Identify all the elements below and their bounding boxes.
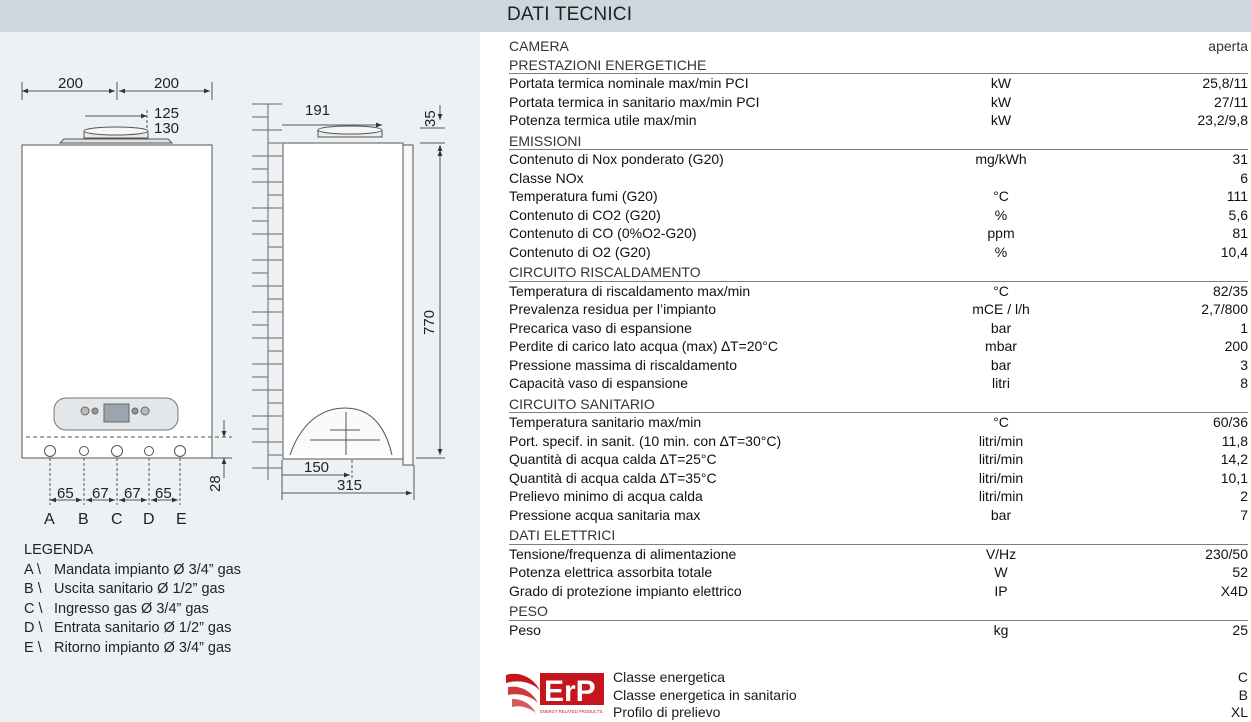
row-value: 2,7/800 [1201, 301, 1248, 317]
row-unit: mg/kWh [975, 151, 1027, 167]
table-row [509, 506, 1248, 525]
row-value: 60/36 [1212, 414, 1248, 430]
dim-label-65a: 65 [57, 485, 74, 502]
row-label: Temperatura sanitario max/min [509, 414, 702, 430]
row-label: Prelievo minimo di acqua calda [509, 488, 703, 504]
row-unit: litri/min [978, 451, 1024, 467]
row-value: 10,1 [1220, 469, 1248, 486]
dim-label-67a: 67 [92, 485, 109, 502]
row-unit: bar [990, 356, 1012, 373]
page-title: DATI TECNICI [507, 4, 633, 25]
dim-label-125: 125 [154, 105, 180, 122]
row-label: Contenuto di Nox ponderato (G20) [509, 151, 724, 167]
erp-row-label: Classe energetica in sanitario [613, 686, 797, 703]
row-label: Quantità di acqua calda ∆T=35°C [509, 469, 717, 486]
legend [24, 542, 241, 658]
erp-row-label: Profilo di prelievo [613, 704, 721, 720]
connection-label-b: B [78, 511, 89, 528]
row-unit: ppm [987, 225, 1015, 241]
row-value: 7 [1240, 506, 1248, 523]
dim-label-315: 315 [337, 477, 363, 494]
legend-item [24, 560, 241, 580]
section-header: CIRCUITO SANITARIO [509, 395, 1248, 414]
title-bar [0, 0, 1251, 32]
dim-label-67b: 67 [124, 485, 141, 502]
legend-title: LEGENDA [24, 542, 94, 558]
row-unit: IP [994, 582, 1008, 599]
table-row [509, 487, 1248, 506]
row-value: 31 [1232, 151, 1248, 167]
row-label: Precarica vaso di espansione [509, 319, 692, 336]
row-value: X4D [1220, 582, 1248, 599]
erp-logo [504, 669, 606, 717]
row-unit: litri/min [978, 488, 1024, 504]
erp-row [613, 669, 1248, 687]
dim-label-35: 35 [422, 110, 439, 127]
row-label: Contenuto di CO (0%O2-G20) [509, 225, 697, 241]
row-value: 25 [1232, 621, 1248, 638]
row-value: 230/50 [1205, 545, 1248, 562]
table-row [509, 450, 1248, 469]
row-label: Perdite di carico lato acqua (max) ∆T=20°C [509, 338, 779, 354]
row-unit: °C [993, 282, 1009, 299]
table-row [509, 111, 1248, 130]
table-row [509, 300, 1248, 319]
erp-row-label: Classe energetica [613, 669, 726, 685]
dim-label-200-left: 200 [58, 75, 84, 92]
table-row [509, 93, 1248, 112]
row-label: Tensione/frequenza di alimentazione [509, 545, 737, 562]
legend-letter: E \ [24, 639, 42, 656]
row-label: Contenuto di O2 (G20) [509, 243, 651, 260]
row-value: 10,4 [1220, 243, 1248, 260]
row-unit: litri [992, 375, 1010, 391]
table-row [509, 374, 1248, 393]
erp-logo-text: ErP [544, 675, 596, 708]
legend-item [24, 580, 241, 600]
camera-row [509, 37, 1248, 56]
row-label: Peso [509, 621, 541, 638]
row-value: 1 [1240, 319, 1248, 336]
legend-text: Ritorno impianto Ø 3/4” gas [54, 639, 232, 656]
row-unit: bar [990, 319, 1012, 336]
connection-label-e: E [176, 511, 187, 528]
section-header: DATI ELETTRICI [509, 526, 1248, 545]
row-value: 25,8/11 [1202, 75, 1248, 91]
row-label: Port. specif. in sanit. (10 min. con ∆T=30°C) [509, 432, 782, 449]
table-row [509, 469, 1248, 488]
row-label: Potenza elettrica assorbita totale [509, 564, 713, 580]
erp-row-value: XL [1230, 704, 1248, 720]
row-unit: litri/min [978, 432, 1024, 449]
legend-letter: D \ [24, 620, 43, 637]
row-value: 23,2/9,8 [1197, 112, 1248, 128]
connection-label-d: D [143, 511, 155, 528]
boiler-dimension-drawing [0, 32, 480, 552]
row-label: Portata termica in sanitario max/min PCI [509, 93, 760, 110]
legend-item [24, 619, 241, 639]
row-label: Contenuto di CO2 (G20) [509, 206, 661, 223]
row-unit: V/Hz [985, 545, 1017, 562]
dim-label-150: 150 [304, 459, 330, 476]
row-value: 81 [1232, 225, 1248, 241]
row-unit: kg [993, 621, 1009, 638]
legend-letter: B \ [24, 581, 42, 598]
section-header: CIRCUITO RISCALDAMENTO [509, 263, 1248, 282]
dim-label-770: 770 [421, 309, 438, 335]
section-header: PESO [509, 602, 1248, 621]
row-unit [929, 169, 1073, 188]
camera-label: CAMERA [509, 38, 569, 54]
row-value: 27/11 [1214, 93, 1248, 110]
row-value: 82/35 [1212, 282, 1248, 299]
section-header: EMISSIONI [509, 132, 1248, 151]
legend-letter: A \ [24, 561, 41, 578]
table-row [509, 413, 1248, 432]
legend-item [24, 599, 241, 619]
row-unit: °C [993, 188, 1009, 204]
dim-label-65b: 65 [155, 485, 172, 502]
erp-logo-subtext: ENERGY RELATED PRODUCTS [540, 709, 603, 714]
camera-value: aperta [1208, 38, 1248, 54]
table-row [509, 224, 1248, 243]
table-row [509, 150, 1248, 169]
table-row [509, 545, 1248, 564]
table-row [509, 187, 1248, 206]
row-value: 111 [1226, 188, 1248, 204]
table-row [509, 74, 1248, 93]
row-unit: kW [990, 112, 1012, 128]
connection-label-c: C [111, 511, 123, 528]
legend-text: Mandata impianto Ø 3/4” gas [54, 561, 241, 578]
table-row [509, 356, 1248, 375]
row-unit: kW [990, 93, 1012, 110]
table-row [509, 582, 1248, 601]
erp-rows [613, 669, 1248, 722]
row-label: Potenza termica utile max/min [509, 112, 697, 128]
row-unit: kW [990, 75, 1012, 91]
dim-label-28: 28 [207, 475, 224, 492]
row-label: Temperatura di riscaldamento max/min [509, 282, 751, 299]
row-unit: °C [993, 414, 1009, 430]
dim-label-130: 130 [154, 120, 180, 137]
table-row [509, 282, 1248, 301]
row-value: 14,2 [1220, 451, 1248, 467]
row-label: Capacità vaso di espansione [509, 375, 689, 391]
row-label: Quantità di acqua calda ∆T=25°C [509, 451, 717, 467]
row-value: 52 [1232, 564, 1248, 580]
legend-text: Ingresso gas Ø 3/4” gas [54, 600, 209, 617]
row-unit: % [994, 206, 1008, 223]
table-row [509, 319, 1248, 338]
row-value: 2 [1240, 488, 1248, 504]
erp-row [613, 687, 1248, 705]
legend-item [24, 638, 241, 658]
erp-block [504, 669, 1248, 721]
dim-label-191: 191 [305, 102, 331, 119]
table-row [509, 432, 1248, 451]
row-value: 3 [1240, 356, 1248, 373]
legend-text: Uscita sanitario Ø 1/2” gas [54, 581, 225, 598]
row-value: 5,6 [1228, 206, 1248, 223]
row-value: 11,8 [1221, 432, 1248, 449]
row-unit: % [994, 243, 1008, 260]
row-label: Pressione massima di riscaldamento [509, 356, 737, 373]
dim-label-200-right: 200 [154, 75, 180, 92]
connection-label-a: A [44, 511, 55, 528]
camera-unit [929, 37, 1073, 56]
row-label: Grado di protezione impianto elettrico [509, 582, 742, 599]
row-unit: mCE / l/h [972, 301, 1030, 317]
table-row [509, 563, 1248, 582]
row-label: Classe NOx [509, 169, 584, 186]
table-row [509, 337, 1248, 356]
row-label: Temperatura fumi (G20) [509, 188, 658, 204]
erp-row-value: C [1237, 669, 1248, 685]
row-unit: bar [990, 506, 1012, 523]
row-label: Prevalenza residua per l’impianto [509, 301, 716, 317]
row-label: Portata termica nominale max/min PCI [509, 75, 749, 91]
row-label: Pressione acqua sanitaria max [509, 506, 701, 523]
section-header: PRESTAZIONI ENERGETICHE [509, 56, 1248, 75]
erp-row [613, 704, 1248, 722]
row-unit: litri/min [978, 469, 1024, 486]
table-row [509, 621, 1248, 640]
technical-data-table [509, 37, 1248, 639]
table-row [509, 243, 1248, 262]
table-row [509, 169, 1248, 188]
row-value: 6 [1240, 169, 1248, 186]
row-unit: W [994, 564, 1008, 580]
erp-row-value: B [1238, 686, 1248, 703]
table-row [509, 206, 1248, 225]
row-value: 200 [1224, 338, 1248, 354]
legend-text: Entrata sanitario Ø 1/2” gas [54, 620, 232, 637]
row-unit: mbar [985, 338, 1017, 354]
row-value: 8 [1240, 375, 1248, 391]
legend-letter: C \ [24, 600, 43, 617]
